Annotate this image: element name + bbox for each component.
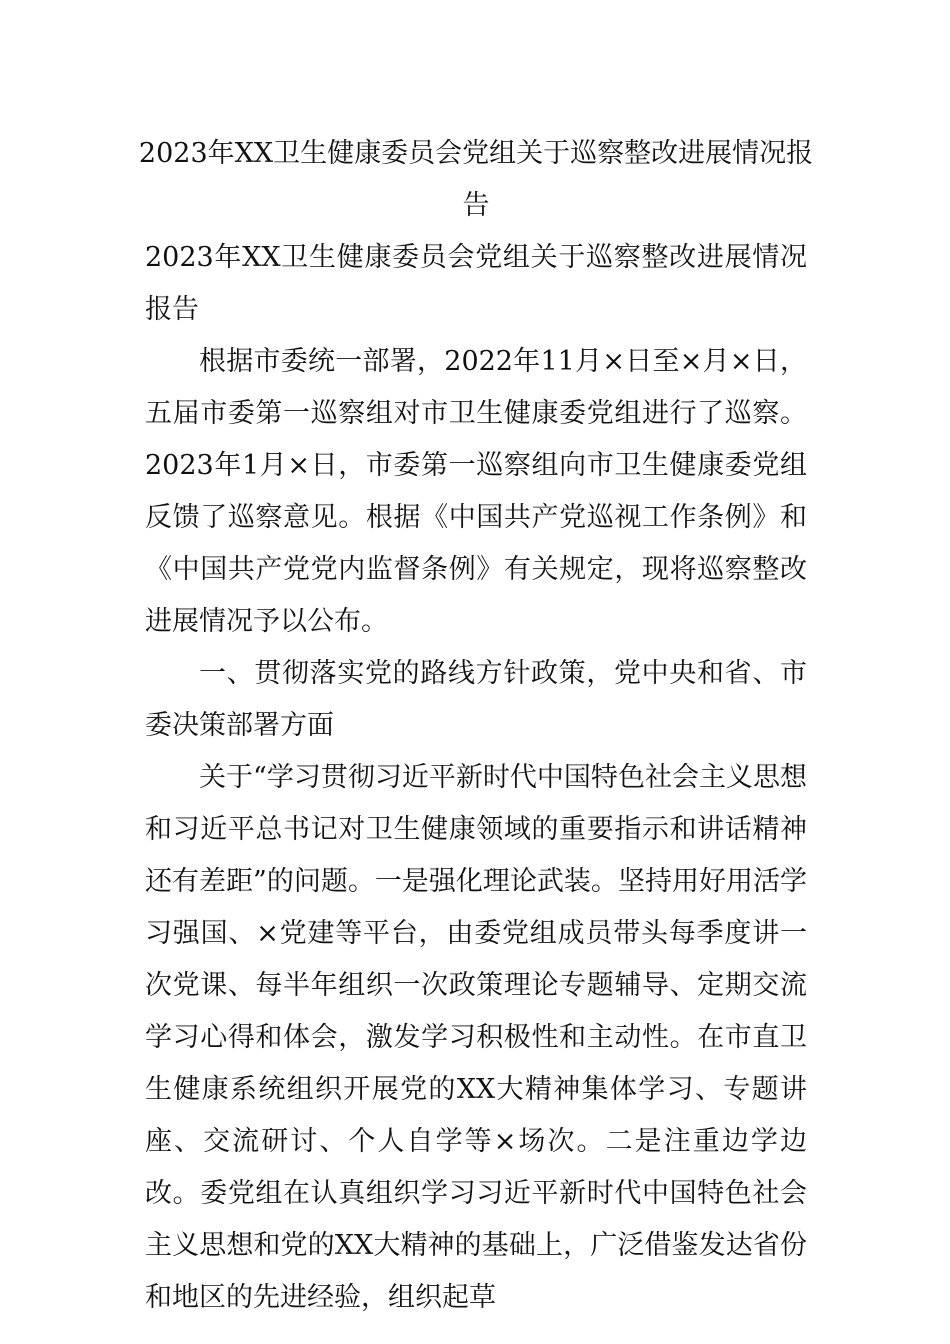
document-heading-repeat: 2023年XX卫生健康委员会党组关于巡察整改进展情况报告 bbox=[145, 242, 807, 325]
section-heading-1: 一、贯彻落实党的路线方针政策，党中央和省、市委决策部署方面 bbox=[145, 658, 807, 741]
document-title: 2023年XX卫生健康委员会党组关于巡察整改进展情况报告 bbox=[138, 138, 814, 221]
paragraph-intro: 根据市委统一部署，2022年11月×日至×月×日，五届市委第一巡察组对市卫生健康委党组进行了巡察。2023年1月×日，市委第一巡察组向市卫生健康委党组反馈了巡察意见。根据《中国共产党巡视工作条例》和《中国共产党党内监督条例》有关规定，现将巡察整改进展情况予以公布。 bbox=[145, 346, 807, 637]
paragraph-body: 关于“学习贯彻习近平新时代中国特色社会主义思想和习近平总书记对卫生健康领域的重要指示和讲话精神还有差距”的问题。一是强化理论武装。坚持用好用活学习强国、×党建等平台，由委党组成员带头每季度讲一次党课、每半年组织一次政策理论专题辅导、定期交流学习心得和体会，激发学习积极性和主动性。在市直卫生健康系统组织开展党的XX大精神集体学习、专题讲座、交流研讨、个人自学等×场次。二是注重边学边改。委党组在认真组织学习习近平新时代中国特色社会主义思想和党的XX大精神的基础上，广泛借鉴发达省份和地区的先进经验，组织起草 bbox=[145, 762, 807, 1313]
document-page bbox=[138, 128, 814, 1324]
